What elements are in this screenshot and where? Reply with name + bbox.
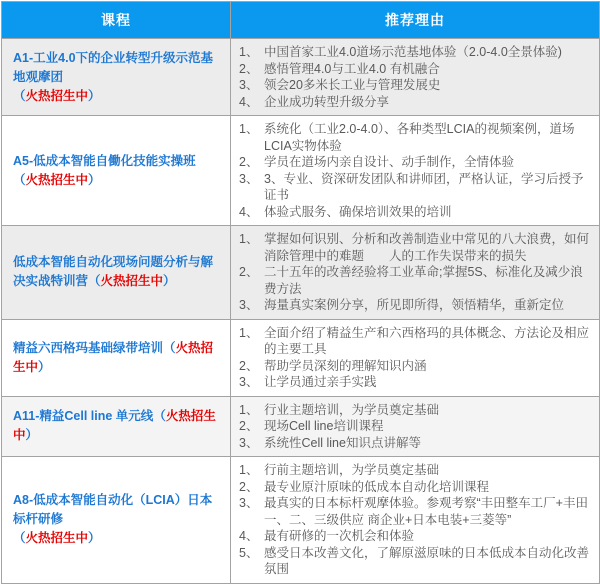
course-cell	[2, 226, 231, 320]
reason-number: 3、	[239, 375, 259, 389]
reason-item	[239, 121, 593, 154]
enrollment-status	[13, 87, 220, 106]
status-paren: （	[13, 172, 26, 187]
status-paren: （	[88, 274, 101, 289]
reason-item	[239, 528, 593, 545]
reason-number: 2、	[239, 419, 259, 433]
reason-item	[239, 171, 593, 204]
reason-number: 2、	[239, 479, 259, 494]
course-cell	[2, 116, 231, 226]
reason-text: 感悟管理4.0与工业4.0 有机融合	[264, 61, 440, 76]
reason-item	[239, 374, 593, 391]
reason-number: 2、	[239, 61, 259, 76]
status-text: 火热招生中	[13, 340, 214, 374]
reason-number: 3、	[239, 435, 259, 450]
reason-cell	[231, 457, 600, 584]
reason-item	[239, 44, 593, 61]
reason-text: 学员在道场内亲自设计、动手制作，全情体验	[264, 155, 515, 169]
reason-number: 3、	[239, 496, 259, 510]
reason-text: 帮助学员深刻的理解知识内涵	[264, 358, 427, 373]
header-course: 课程	[2, 2, 231, 39]
reason-text: 现场Cell line培训课程	[264, 419, 384, 433]
status-paren: （	[13, 88, 26, 103]
status-paren: ）	[88, 88, 101, 103]
status-paren: （	[13, 531, 26, 546]
reason-item	[239, 264, 593, 297]
course-title: A1-工业4.0下的企业转型升级示范基地观摩团	[13, 50, 214, 84]
reason-text: 全面介绍了精益生产和六西格玛的具体概念、方法论及相应的主要工具	[264, 325, 590, 356]
status-paren: ）	[163, 274, 176, 289]
status-paren: ）	[25, 428, 39, 443]
status-paren: ）	[88, 531, 101, 546]
enrollment-status	[88, 274, 176, 288]
reason-text: 体验式服务、确保培训效果的培训	[264, 204, 452, 219]
reason-number: 3、	[239, 171, 259, 186]
reason-cell	[231, 39, 600, 116]
reason-text: 3、专业、资深研发团队和讲师团，严格认证，学习后授予证书	[264, 171, 584, 202]
reason-text: 二十五年的改善经验将工业革命;掌握5S、标准化及减少浪费方法	[264, 265, 583, 296]
course-title: A11-精益Cell line 单元线	[13, 409, 154, 424]
reason-item	[239, 479, 593, 496]
table-row	[2, 396, 600, 457]
reason-item	[239, 204, 593, 221]
reason-text: 行前主题培训，为学员奠定基础	[264, 463, 440, 477]
reason-text: 最真实的日本标杆观摩体验。参观考察“丰田整车工厂+丰田一、二、三级供应 商企业+日本电装+三菱等”	[264, 496, 588, 527]
course-title: 低成本智能自动化现场问题分析与解决实战特训营	[13, 255, 214, 289]
reason-number: 3、	[239, 78, 259, 92]
status-text: 火热招生中	[100, 274, 164, 289]
table-row	[2, 39, 600, 116]
reason-item	[239, 297, 593, 314]
header-row	[2, 2, 600, 39]
reason-number: 4、	[239, 204, 259, 219]
course-title: 精益六西格玛基础绿带培训	[13, 340, 164, 355]
course-cell	[2, 319, 231, 396]
reason-number: 4、	[239, 529, 259, 543]
reason-cell	[231, 226, 600, 320]
reason-text: 最有研修的一次机会和体验	[264, 529, 415, 543]
reason-item	[239, 545, 593, 578]
reason-item	[239, 358, 593, 375]
reason-cell	[231, 396, 600, 457]
enrollment-status	[13, 529, 220, 548]
status-text: 火热招生中	[25, 172, 89, 187]
header-reason: 推荐理由	[231, 2, 600, 39]
reason-item	[239, 231, 593, 264]
status-text: 火热招生中	[25, 88, 89, 103]
status-paren: （	[153, 409, 166, 424]
reason-item	[239, 61, 593, 78]
reason-item	[239, 418, 593, 435]
table-row	[2, 319, 600, 396]
reason-item	[239, 402, 593, 419]
reason-item	[239, 94, 593, 111]
table-row	[2, 116, 600, 226]
course-table	[1, 1, 600, 584]
reason-text: 让学员通过亲手实践	[264, 375, 377, 389]
reason-text: 最专业原汁原味的低成本自动化培训课程	[264, 479, 490, 494]
reason-number: 2、	[239, 265, 259, 279]
reason-number: 1、	[239, 402, 259, 417]
reason-number: 1、	[239, 45, 259, 59]
reason-number: 5、	[239, 545, 259, 560]
reason-number: 1、	[239, 325, 259, 340]
reason-text: 行业主题培训，为学员奠定基础	[264, 402, 440, 417]
reason-text: 系统性Cell line知识点讲解等	[264, 435, 421, 450]
reason-text: 企业成功转型升级分享	[264, 94, 390, 109]
reason-item	[239, 325, 593, 358]
reason-cell	[231, 116, 600, 226]
course-title: A8-低成本智能自动化（LCIA）日本标杆研修	[13, 493, 213, 527]
course-title: A5-低成本智能自働化技能实操班	[13, 153, 196, 168]
course-cell	[2, 39, 231, 116]
reason-number: 4、	[239, 94, 259, 109]
reason-item	[239, 462, 593, 479]
reason-number: 2、	[239, 155, 259, 169]
reason-number: 3、	[239, 298, 259, 312]
reason-text: 海量真实案例分享，所见即所得，领悟精华，重新定位	[264, 298, 565, 312]
status-text: 火热招生中	[25, 531, 89, 546]
status-text: 火热招生中	[13, 409, 216, 443]
reason-number: 1、	[239, 122, 259, 136]
status-paren: （	[163, 340, 176, 355]
reason-item	[239, 154, 593, 171]
reason-text: 系统化（工业2.0-4.0）、各种类型LCIA的视频案例，道场LCIA实物体验	[264, 122, 575, 153]
reason-number: 2、	[239, 358, 259, 373]
table-row	[2, 226, 600, 320]
table-row	[2, 457, 600, 584]
reason-cell	[231, 319, 600, 396]
reason-text: 中国首家工业4.0道场示范基地体验（2.0-4.0全景体验)	[264, 45, 562, 59]
course-cell	[2, 396, 231, 457]
reason-number: 1、	[239, 463, 259, 477]
reason-item	[239, 77, 593, 94]
status-paren: ）	[38, 359, 51, 374]
reason-item	[239, 435, 593, 452]
status-paren: ）	[88, 172, 101, 187]
reason-number: 1、	[239, 232, 259, 246]
reason-text: 掌握如何识别、分析和改善制造业中常见的八大浪费，如何消除管理中的难题 人的工作失误带来的损失	[264, 232, 590, 263]
course-cell	[2, 457, 231, 584]
reason-text: 感受日本改善文化，了解原滋原味的日本低成本自动化改善氛围	[264, 545, 590, 576]
enrollment-status	[13, 171, 220, 190]
reason-text: 领会20多米长工业与管理发展史	[264, 78, 441, 92]
reason-item	[239, 495, 593, 528]
